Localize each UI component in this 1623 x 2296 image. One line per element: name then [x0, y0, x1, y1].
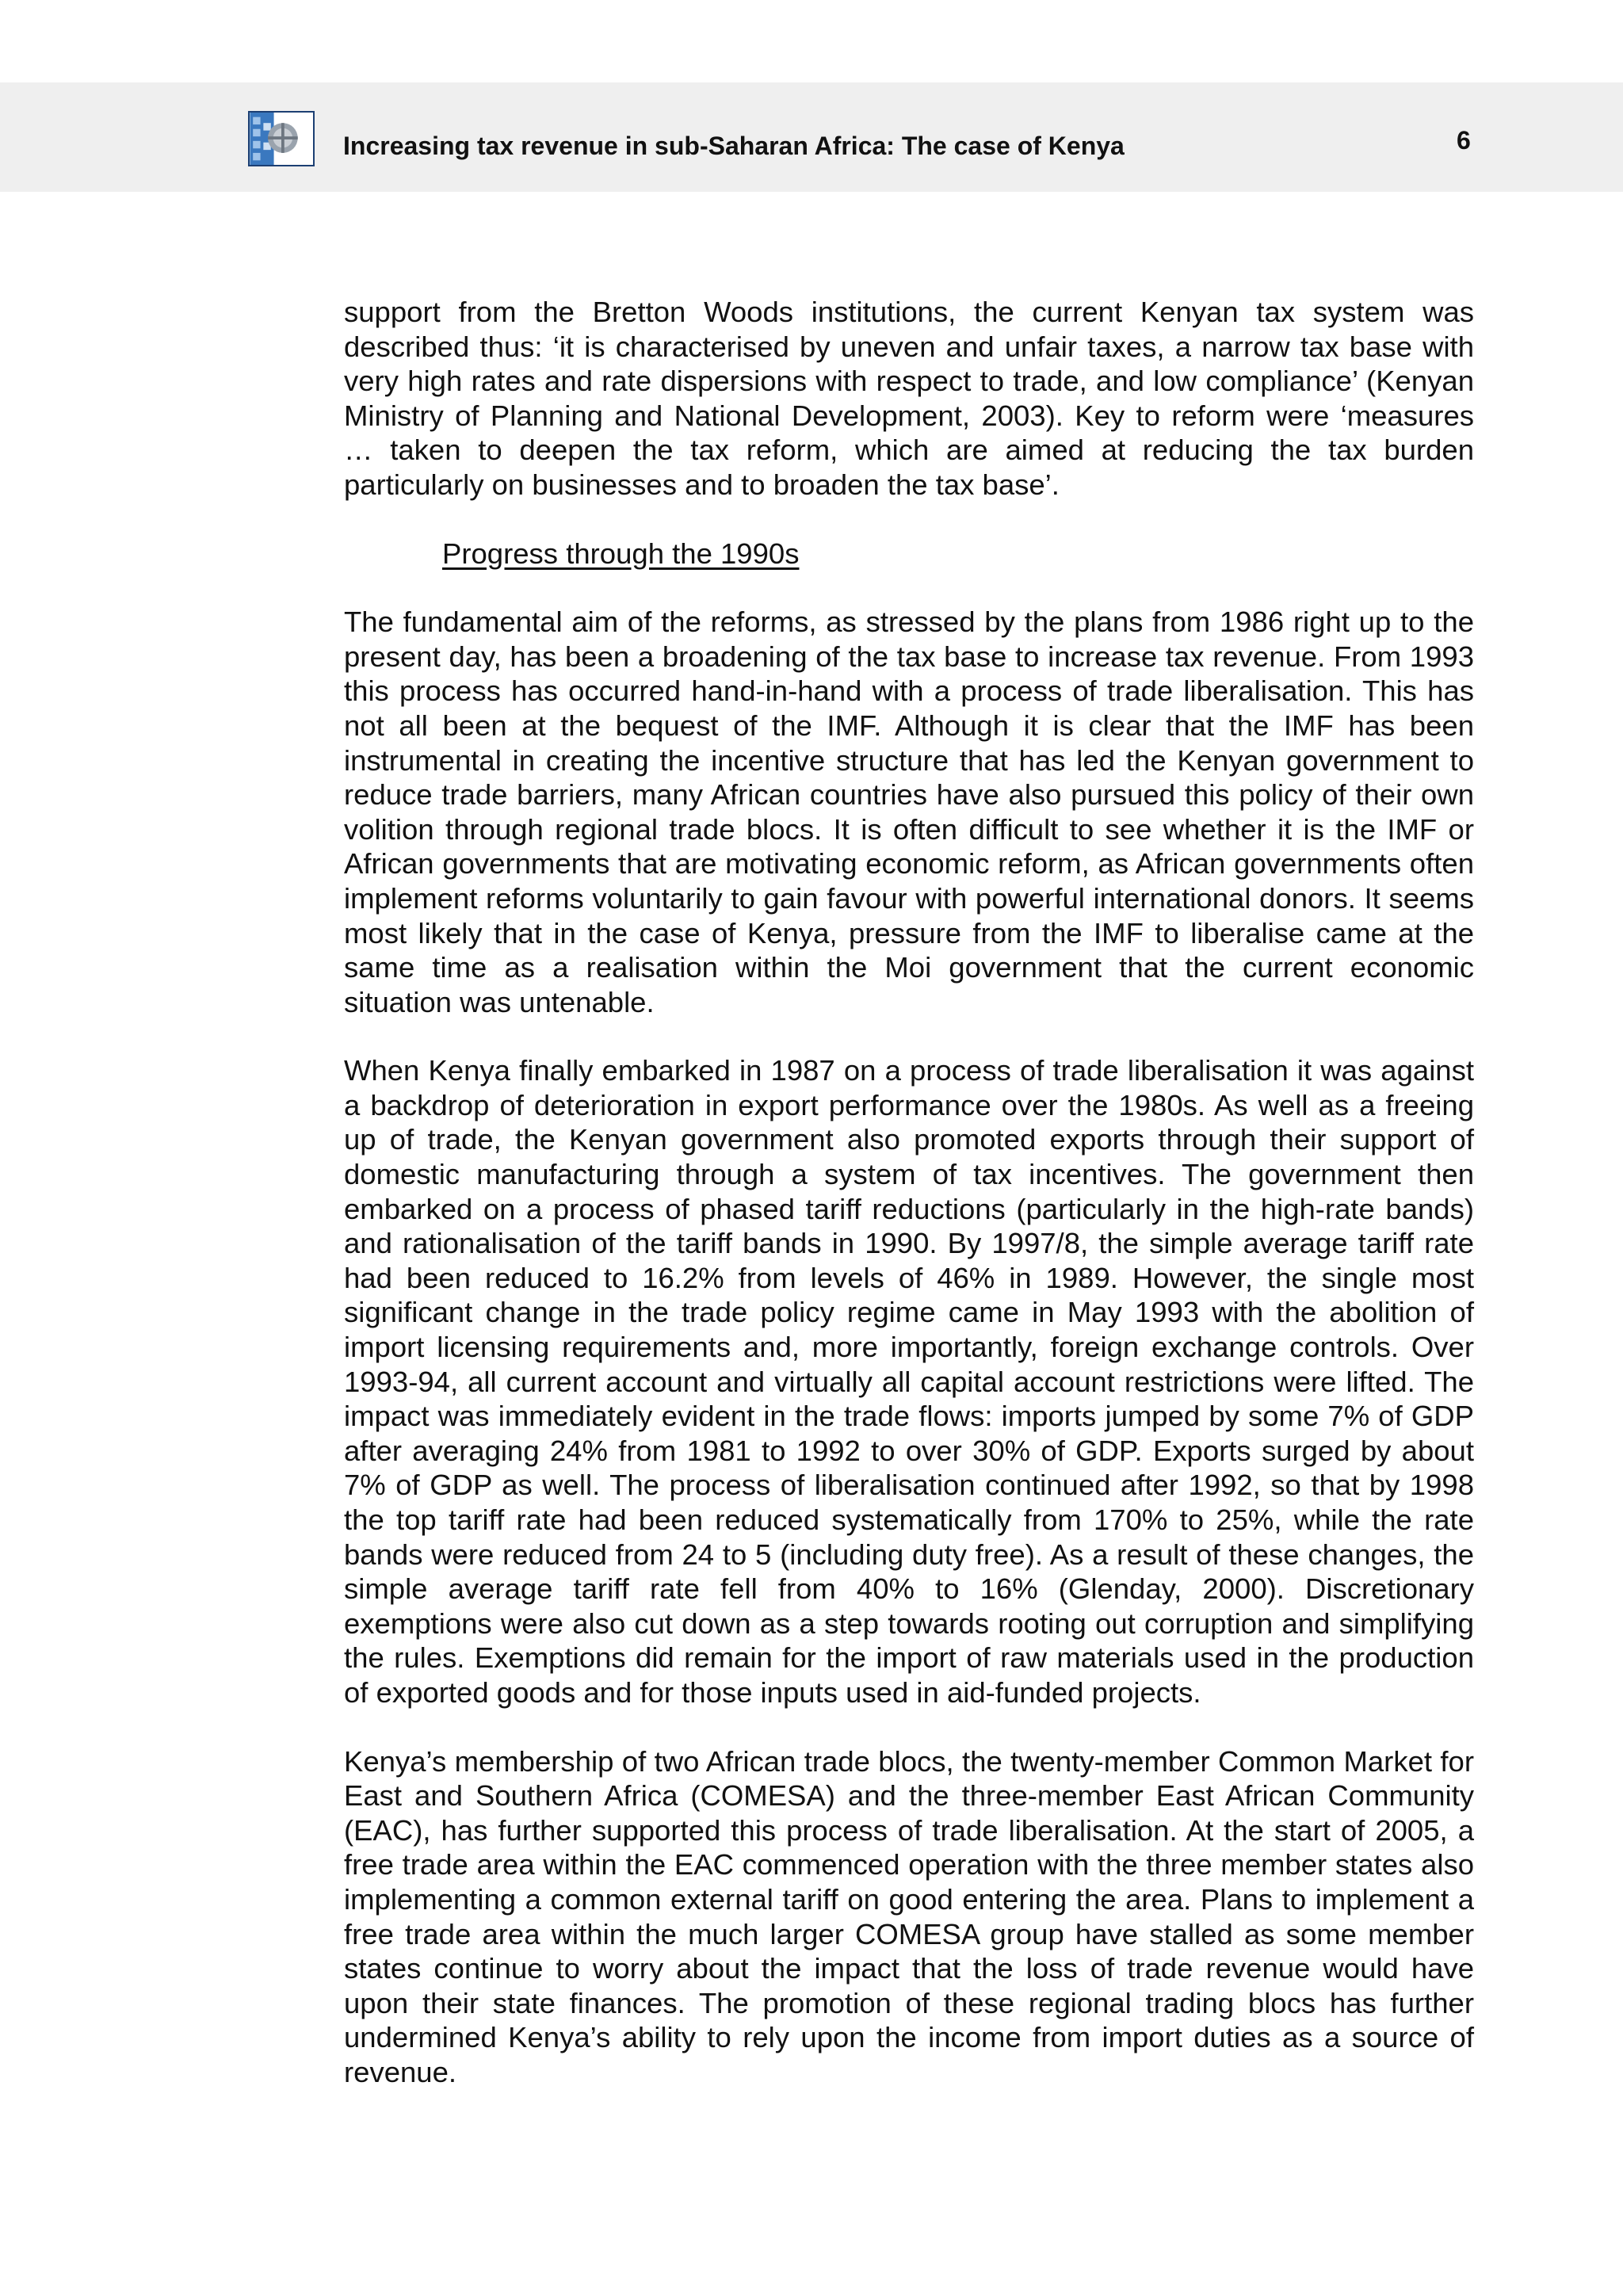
- institution-logo-icon: [248, 111, 315, 166]
- document-body: [344, 295, 1474, 2090]
- body-paragraph: Kenya’s membership of two African trade blocs, the twenty-member Common Market for East and Southern Africa (COMESA) and the three-member East African Community (EAC), has further supported this process of trade liberalisation. At the start of 2005, a free trade area within the EAC commenced operation with the three member states also implementing a common external tariff on good entering the area. Plans to implement a free trade area within the much larger COMESA group have stalled as some member states continue to worry about the impact that the loss of trade revenue would have upon their state finances. The promotion of these regional trading blocs has further undermined Kenya’s ability to rely upon the income from import duties as a source of revenue.: [344, 1744, 1474, 2088]
- body-paragraph: The fundamental aim of the reforms, as stressed by the plans from 1986 right up to the present day, has been a broadening of the tax base to increase tax revenue. From 1993 this process has occurred hand-in-hand with a process of trade liberalisation. This has not all been at the bequest of the IMF. Although it is clear that the IMF has been instrumental in creating the incentive structure that has led the Kenyan government to reduce trade barriers, many African countries have also pursued this policy of their own volition through regional trade blocs. It is often difficult to see whether it is the IMF or African governments that are motivating economic reform, as African governments often implement reforms voluntarily to gain favour with powerful international donors. It seems most likely that in the case of Kenya, pressure from the IMF to liberalise came at the same time as a realisation within the Moi government that the current economic situation was untenable.: [344, 606, 1474, 1018]
- page-number: 6: [1457, 126, 1471, 155]
- body-paragraph: support from the Bretton Woods institutions, the current Kenyan tax system was described thus: ‘it is characterised by uneven and unfair taxes, a narrow tax base with very high rates and rate dispersions with respect to trade, and low compliance’ (Kenyan Ministry of Planning and National Development, 2003). Key to reform were ‘measures … taken to deepen the tax reform, which are aimed at reducing the tax burden particularly on businesses and to broaden the tax base’.: [344, 296, 1474, 501]
- running-header-title: Increasing tax revenue in sub-Saharan Africa: The case of Kenya: [343, 132, 1125, 160]
- body-paragraph: When Kenya finally embarked in 1987 on a process of trade liberalisation it was against a backdrop of deterioration in export performance over the 1980s. As well as a freeing up of trade, the Kenyan government also promoted exports through their support of domestic manufacturing through a system of tax incentives. The government then embarked on a process of phased tariff reductions (particularly in the high-rate bands) and rationalisation of the tariff bands in 1990. By 1997/8, the simple average tariff rate had been reduced to 16.2% from levels of 46% in 1989. However, the single most significant change in the trade policy regime came in May 1993 with the abolition of import licensing requirements and, more importantly, foreign exchange controls. Over 1993-94, all current account and virtually all capital account restrictions were lifted. The impact was immediately evident in the trade flows: imports jumped by some 7% of GDP after averaging 24% from 1981 to 1992 to over 30% of GDP. Exports surged by about 7% of GDP as well. The process of liberalisation continued after 1992, so that by 1998 the top tariff rate had been reduced systematically from 170% to 25%, while the rate bands were reduced from 24 to 5 (including duty free). As a result of these changes, the simple average tariff rate fell from 40% to 16% (Glenday, 2000). Discretionary exemptions were also cut down as a step towards rooting out corruption and simplifying the rules. Exemptions did remain for the import of raw materials used in the production of exported goods and for those inputs used in aid-funded projects.: [344, 1054, 1474, 1709]
- section-subheading: Progress through the 1990s: [442, 537, 800, 570]
